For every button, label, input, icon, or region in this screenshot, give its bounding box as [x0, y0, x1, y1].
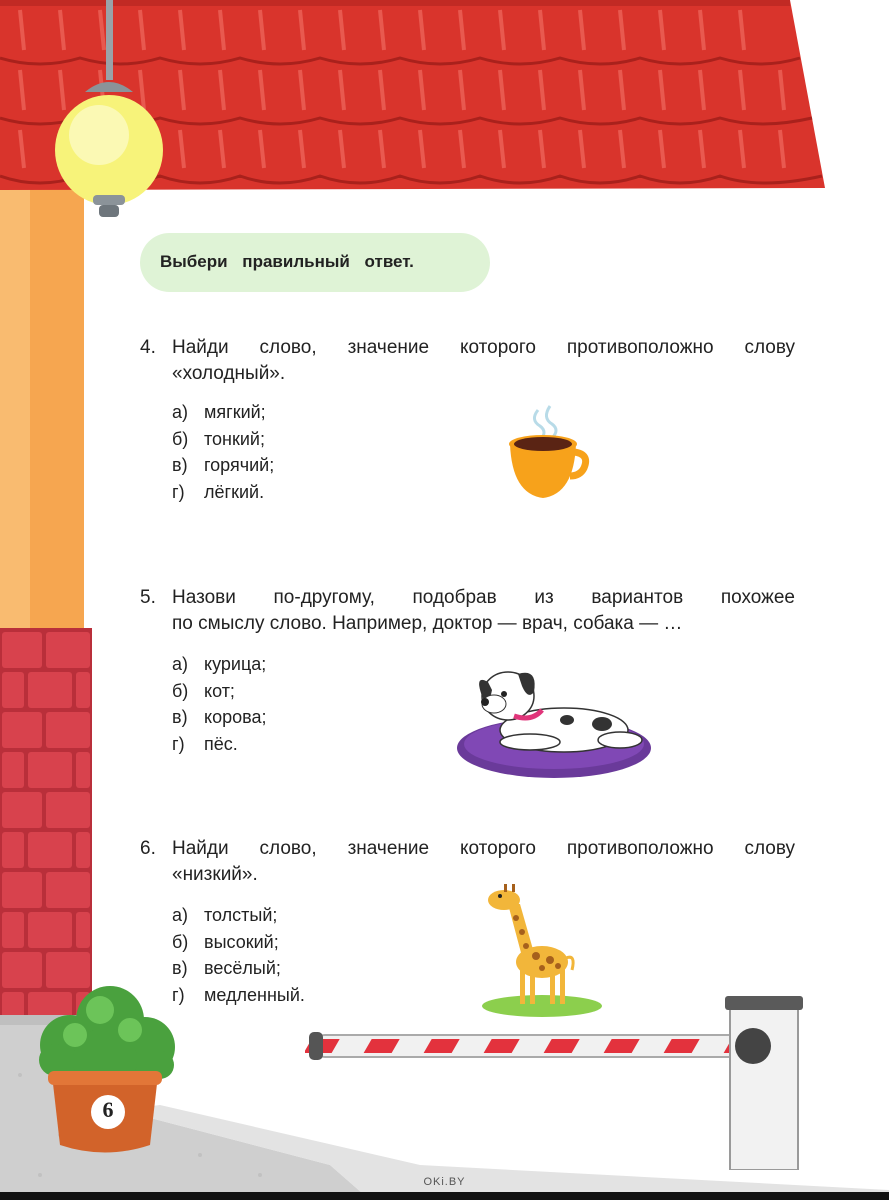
option-letter: в)	[172, 455, 188, 475]
option-text: пёс.	[204, 733, 238, 754]
option-letter: б)	[172, 428, 189, 449]
option-text: корова;	[204, 707, 267, 727]
question-5	[140, 585, 795, 637]
option-a[interactable]	[172, 651, 266, 678]
question-line-2: «низкий».	[172, 864, 258, 885]
answer-options-5	[172, 651, 266, 757]
answer-options-4	[172, 399, 274, 505]
street-lamp-illustration	[45, 0, 175, 225]
option-text: медленный.	[204, 984, 305, 1005]
giraffe-illustration	[480, 880, 605, 1020]
option-text: весёлый;	[204, 958, 281, 978]
question-number: 4.	[140, 337, 156, 358]
option-v[interactable]	[172, 704, 266, 731]
option-letter: а)	[172, 905, 189, 925]
option-letter: в)	[172, 958, 188, 978]
orange-wall-highlight	[0, 140, 30, 640]
option-b[interactable]	[172, 929, 305, 956]
option-letter: б)	[172, 680, 189, 701]
option-text: кот;	[204, 680, 235, 701]
option-a[interactable]	[172, 399, 274, 426]
question-line-2: «холодный».	[172, 363, 286, 384]
page-number: 6	[102, 1097, 114, 1122]
option-g[interactable]	[172, 982, 305, 1009]
option-letter: г)	[172, 984, 185, 1005]
option-v[interactable]	[172, 452, 274, 479]
hot-cup-illustration	[500, 402, 590, 502]
question-number: 6.	[140, 838, 156, 859]
option-letter: а)	[172, 654, 189, 674]
option-text: высокий;	[204, 931, 279, 952]
footer-bar	[0, 1192, 889, 1200]
option-text: горячий;	[204, 455, 275, 475]
option-text: толстый;	[204, 905, 278, 925]
option-letter: в)	[172, 707, 188, 727]
option-v[interactable]	[172, 955, 305, 982]
brick-wall-illustration	[0, 628, 92, 1028]
option-text: тонкий;	[204, 428, 265, 449]
option-letter: г)	[172, 481, 185, 502]
dog-on-cushion-illustration	[452, 660, 656, 782]
option-a[interactable]	[172, 902, 305, 929]
question-line-1: Найди слово, значение которого противоположно слову	[172, 337, 795, 358]
answer-options-6	[172, 902, 305, 1008]
option-letter: г)	[172, 733, 185, 754]
potted-plant-illustration	[30, 975, 180, 1160]
question-line-1: Назови по-другому, подобрав из вариантов похожее	[172, 587, 795, 608]
option-b[interactable]	[172, 426, 274, 453]
option-letter: а)	[172, 402, 189, 422]
option-text: курица;	[204, 654, 267, 674]
option-letter: б)	[172, 931, 189, 952]
instruction-text: Выбери правильный ответ.	[160, 252, 414, 271]
option-text: мягкий;	[204, 402, 266, 422]
question-6	[140, 836, 795, 888]
question-number: 5.	[140, 587, 156, 608]
option-text: лёгкий.	[204, 481, 265, 502]
option-b[interactable]	[172, 678, 266, 705]
option-g[interactable]	[172, 731, 266, 758]
question-line-1: Найди слово, значение которого противоположно слову	[172, 838, 795, 859]
footer-watermark: OKi.BY	[423, 1176, 466, 1188]
question-line-2: по смыслу слово. Например, доктор — врач, собака — …	[172, 613, 683, 634]
question-4	[140, 335, 795, 387]
option-g[interactable]	[172, 479, 274, 506]
